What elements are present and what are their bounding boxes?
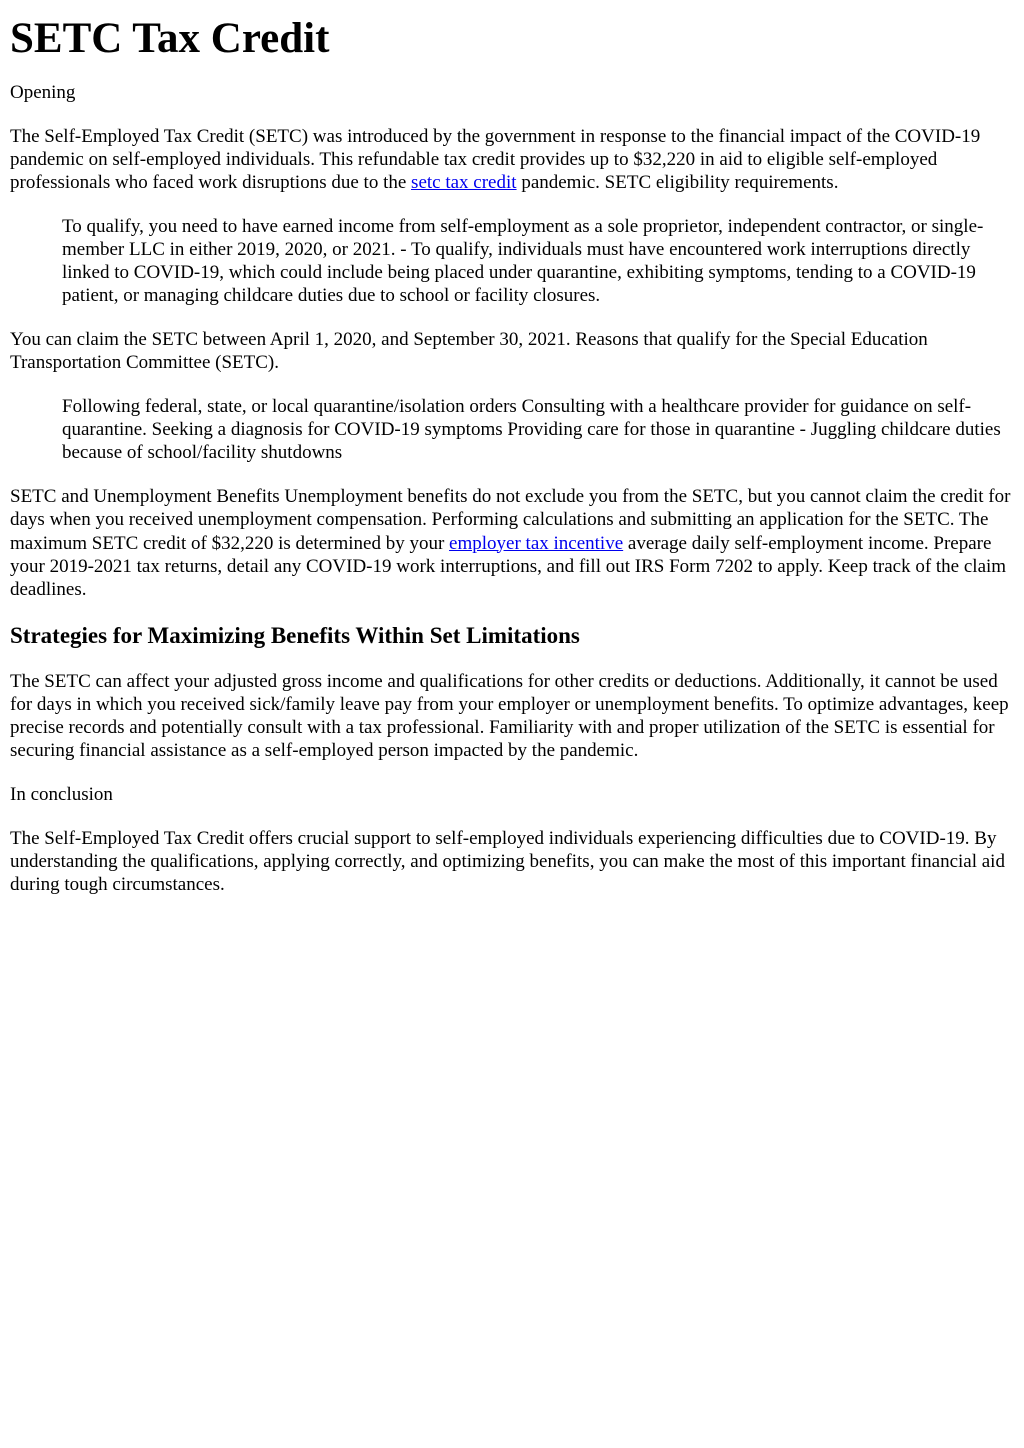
section-heading: Strategies for Maximizing Benefits Within Set Limitations	[10, 622, 580, 648]
conclusion-label: In conclusion	[10, 783, 113, 805]
unemployment-text-before-link: SETC and Unemployment Benefits Unemployment benefits do not exclude you from the SETC, but you cannot claim the credit for days when you received unemployment compensation. Performing calculations and submitting an application for the SETC. The maximum SETC credit of $32,220 is determined by your	[10, 486, 1011, 554]
employer-tax-incentive-link[interactable]: employer tax incentive	[449, 532, 624, 554]
claim-period-paragraph: You can claim the SETC between April 1, 2020, and September 30, 2021. Reasons that qualify for the Special Education Transportation Committee (SETC).	[10, 329, 928, 374]
opening-label: Opening	[10, 82, 76, 103]
setc-tax-credit-link[interactable]: setc tax credit	[411, 172, 517, 194]
conclusion-paragraph: The Self-Employed Tax Credit offers crucial support to self-employed individuals experiencing difficulties due to COVID-19. By understanding the qualifications, applying correctly, and optimizing benefits, you can make the most of this important financial aid during tough circumstances.	[10, 827, 1005, 896]
intro-text-before-link: The Self-Employed Tax Credit (SETC) was introduced by the government in response to the financial impact of the COVID-19 pandemic on self-employed individuals. This refundable tax credit provides up to $32,220 in aid to eligible self-employed professionals who faced work disruptions due to the	[10, 125, 981, 194]
intro-paragraph	[10, 125, 1014, 195]
eligibility-quote: To qualify, you need to have earned income from self-employment as a sole proprietor, independent contractor, or single-member LLC in either 2019, 2020, or 2021. - To qualify, individuals must have encountered work interruptions directly linked to COVID-19, which could include being placed under quarantine, exhibiting symptoms, tending to a COVID-19 patient, or managing childcare duties due to school or facility closures.	[62, 215, 984, 307]
qualifying-reasons-quote: Following federal, state, or local quarantine/isolation orders Consulting with a healthcare provider for guidance on self-quarantine. Seeking a diagnosis for COVID-19 symptoms Providing care for those in quarantine - Juggling childcare duties because of school/facility shutdowns	[62, 396, 1001, 464]
strategies-paragraph: The SETC can affect your adjusted gross income and qualifications for other credits or deductions. Additionally, it cannot be used for days in which you received sick/family leave pay from your employer or unemployment benefits. To optimize advantages, keep precise records and potentially consult with a tax professional. Familiarity with and proper utilization of the SETC is essential for securing financial assistance as a self-employed person impacted by the pandemic.	[10, 670, 1009, 762]
unemployment-text-after-link: average daily self-employment income. Prepare your 2019-2021 tax returns, detail any COVID-19 work interruptions, and fill out IRS Form 7202 to apply. Keep track of the claim deadlines.	[10, 532, 1007, 600]
intro-text-after-link: pandemic. SETC eligibility requirements.	[516, 172, 839, 194]
unemployment-paragraph	[10, 485, 1014, 601]
page-title: SETC Tax Credit	[10, 15, 330, 62]
